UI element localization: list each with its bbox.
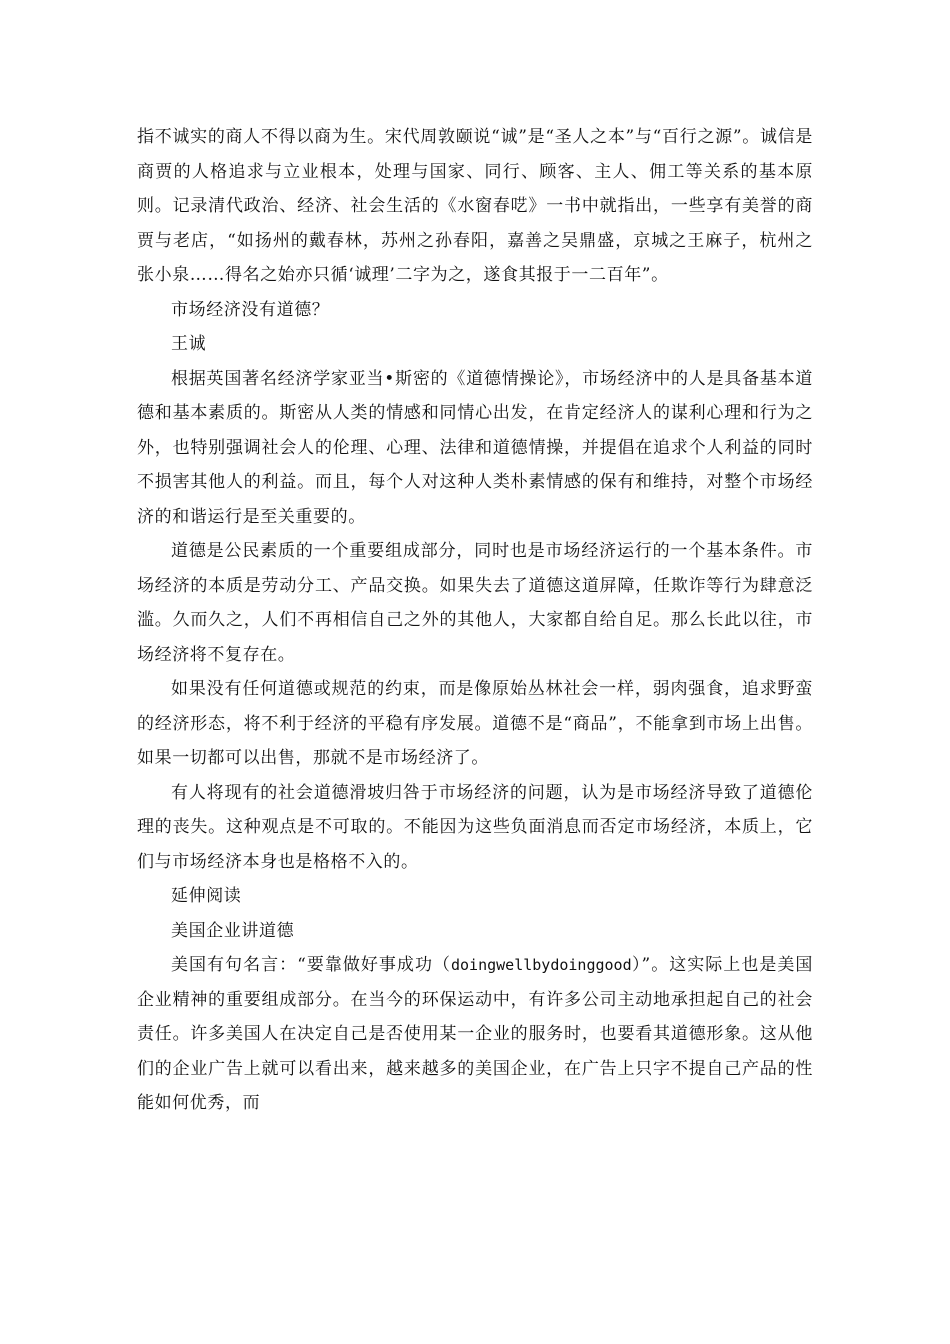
paragraph-integrity-history: 指不诚实的商人不得以商为生。宋代周敦颐说“诚”是“圣人之本”与“百行之源”。诚信是商贾的人格追求与立业根本，处理与国家、同行、顾客、主人、佣工等关系的基本原则。记录清代政治、经济、社会生活的《水窗春呓》一书中就指出，一些享有美誉的商贾与老店，“如扬州的戴春林，苏州之孙春阳，嘉善之吴鼎盛，京城之王麻子，杭州之张小泉……得名之始亦只循‘诚理’二字为之，遂食其报于一二百年”。	[137, 127, 813, 285]
paragraph-no-constraints: 如果没有任何道德或规范的约束，而是像原始丛林社会一样，弱肉强食，追求野蛮的经济形态，将不利于经济的平稳有序发展。道德不是“商品”，不能拿到市场上出售。如果一切都可以出售，那就不是市场经济了。	[137, 679, 813, 768]
paragraph-moral-decline: 有人将现有的社会道德滑坡归咎于市场经济的问题，认为是市场经济导致了道德伦理的丧失。这种观点是不可取的。不能因为这些负面消息而否定市场经济，本质上，它们与市场经济本身也是格格不入的。	[137, 782, 813, 872]
document-body	[137, 120, 813, 1121]
paragraph-adam-smith: 根据英国著名经济学家亚当•斯密的《道德情操论》，市场经济中的人是具备基本道德和基本素质的。斯密从人类的情感和同情心出发，在肯定经济人的谋利心理和行为之外，也特别强调社会人的伦理、心理、法律和道德情操，并提倡在追求个人利益的同时不损害其他人的利益。而且，每个人对这种人类朴素情感的保有和维持，对整个市场经济的和谐运行是至关重要的。	[137, 368, 813, 527]
section-title-us-business-ethics: 美国企业讲道德	[171, 920, 295, 941]
paragraph-us-business	[137, 948, 813, 1121]
english-motto: doingwellbydoinggood	[450, 956, 632, 974]
paragraph-morality-basis: 道德是公民素质的一个重要组成部分，同时也是市场经济运行的一个基本条件。市场经济的本质是劳动分工、产品交换。如果失去了道德这道屏障，任欺诈等行为肆意泛滥。久而久之，人们不再相信自己之外的其他人，大家都自给自足。那么长此以往，市场经济将不复存在。	[137, 541, 813, 665]
paragraph-us-business-rest: ）”。这实际上也是美国企业精神的重要组成部分。在当今的环保运动中，有许多公司主动地承担起自己的社会责任。许多美国人在决定自己是否使用某一企业的服务时，也要看其道德形象。这从他们的企业广告上就可以看出来，越来越多的美国企业，在广告上只字不提自己产品的性能如何优秀，而	[137, 955, 813, 1113]
article-title: 市场经济没有道德？	[171, 299, 330, 320]
paragraph-us-business-lead: 美国有句名言：“要靠做好事成功（	[171, 955, 451, 975]
article-author: 王诚	[171, 334, 207, 354]
section-label-extended-reading: 延伸阅读	[171, 886, 242, 906]
